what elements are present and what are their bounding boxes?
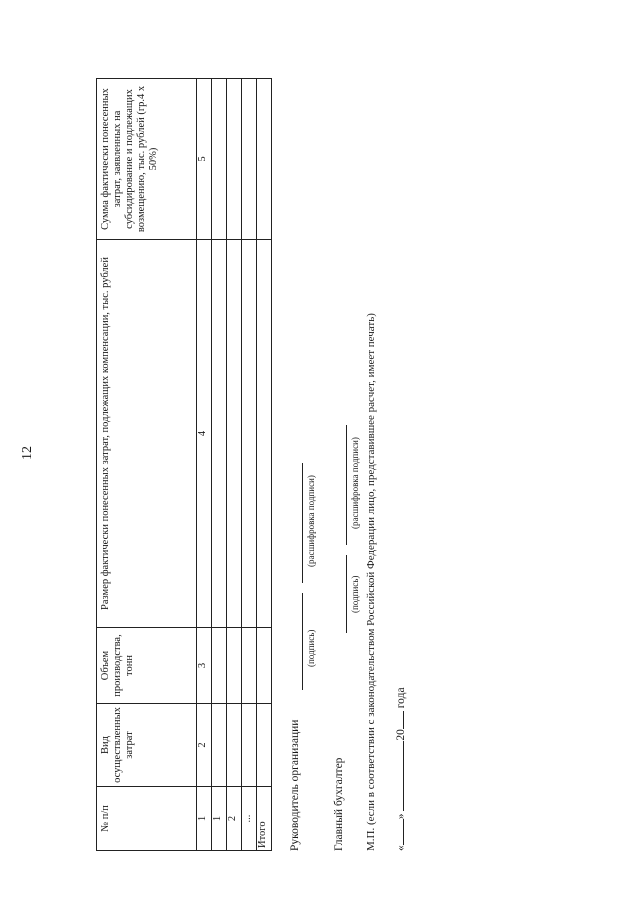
table-cell [227,628,242,704]
head-of-organization-label: Руководитель организации [289,719,301,851]
table-cell [257,79,272,240]
header-actual-costs: Размер фактически понесенных затрат, подлежащих компенсации, тыс. рублей [97,240,197,628]
column-number: 4 [197,240,212,628]
year-suffix: года [395,687,407,709]
table-cell [242,79,257,240]
year-prefix: 20 [395,729,407,741]
row-number-cell: 1 [212,787,227,851]
table-cell [242,704,257,787]
row-number-cell: ... [242,787,257,851]
table-cell [227,704,242,787]
table-cell [257,240,272,628]
date-line [395,687,407,851]
table-cell [212,240,227,628]
head-decoding-line [302,463,303,583]
header-row-number: № п/п [97,787,197,851]
header-cost-type: Вид осуществленных затрат [97,704,197,787]
accountant-signature-line [346,555,347,633]
column-number: 2 [197,704,212,787]
head-signature-line [302,593,303,690]
table-cell [257,628,272,704]
head-signature-caption: (подпись) [306,629,316,667]
month-blank [403,741,404,811]
table-cell [212,628,227,704]
chief-accountant-label: Главный бухгалтер [333,757,345,851]
table-cell [227,79,242,240]
column-number: 3 [197,628,212,704]
stamp-note: М.П. (если в соответствии с законодательством Российской Федерации лицо, представившее расчет, имеет печать) [365,313,377,851]
date-open-quote: « [395,845,407,851]
table-cell [257,704,272,787]
table-header-row [97,79,197,851]
table-cell [212,79,227,240]
header-production-volume: Объем производства, тонн [97,628,197,704]
column-number: 5 [197,79,212,240]
day-blank [403,819,404,845]
page-number: 12 [20,446,35,460]
table-cell [227,240,242,628]
column-number: 1 [197,787,212,851]
table-total-row [257,79,272,851]
table-row [227,79,242,851]
accountant-decoding-line [346,425,347,545]
total-label-cell: Итого [257,787,272,851]
accountant-signature-caption: (подпись) [350,575,360,613]
table-row [212,79,227,851]
table-cell [212,704,227,787]
header-subsidy-amount: Сумма фактически понесенных затрат, заявленных на субсидирование и подлежащих возмещению, тыс. рублей (гр.4 х 50%) [97,79,197,240]
accountant-decoding-caption: (расшифровка подписи) [350,437,360,529]
row-number-cell: 2 [227,787,242,851]
head-decoding-caption: (расшифровка подписи) [306,475,316,567]
year-blank [403,711,404,729]
table-column-numbers-row [197,79,212,851]
table-cell [242,240,257,628]
table-row [242,79,257,851]
date-close-quote: » [395,813,407,820]
costs-table [96,78,272,851]
table-cell [242,628,257,704]
